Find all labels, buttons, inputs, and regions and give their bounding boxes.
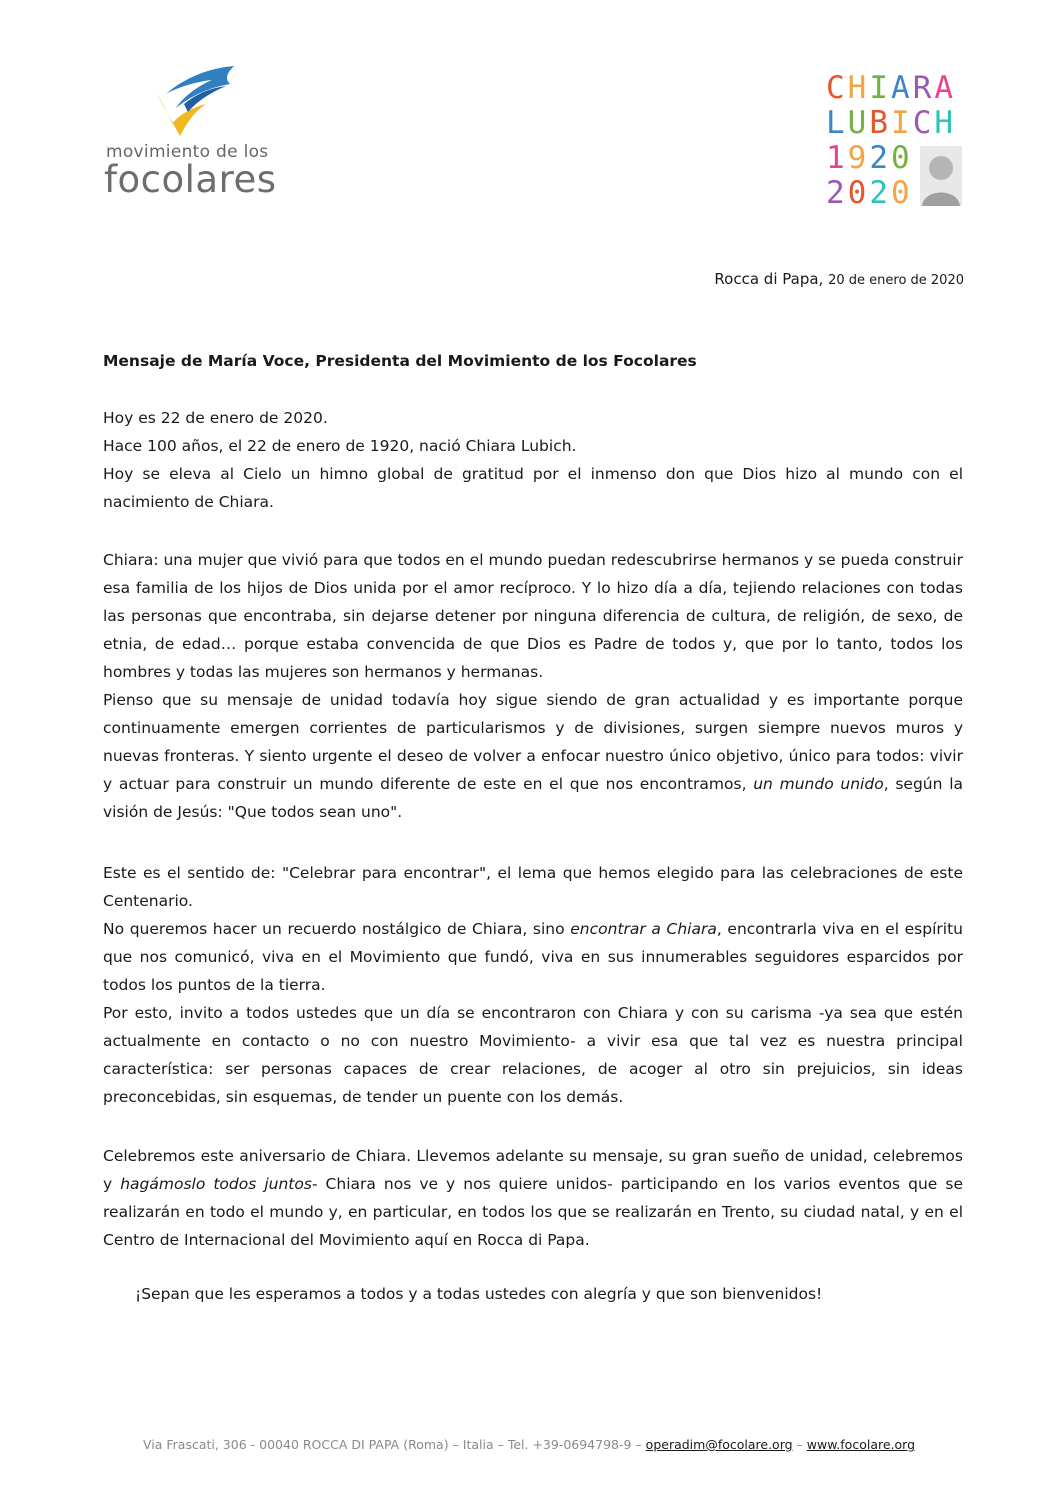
paragraph [103, 915, 963, 999]
text-span: , encontrarla viva en el espíritu que nos comunicó, viva en el Movimiento que fundó, viva en sus innumerables seguidores esparcidos por todos los puntos de la tierra. [103, 920, 963, 994]
chiara-lubich-centenary-logo [824, 70, 964, 210]
paragraph [103, 686, 963, 826]
footer-address: Via Frascati, 306 - 00040 ROCCA DI PAPA (Roma) – Italia – Tel. +39-0694798-9 – [142, 1437, 642, 1452]
date: 20 de enero de 2020 [828, 273, 964, 288]
emphasis: un mundo unido [753, 775, 884, 793]
intro-line-3: Hoy se eleva al Cielo un himno global de gratitud por el inmenso don que Dios hizo al mundo con el nacimiento de Chiara. [103, 465, 963, 511]
logo-line-4: 2020 [826, 175, 913, 210]
paragraph: Este es el sentido de: "Celebrar para encontrar", el lema que hemos elegido para las celebraciones de este Centenario. [103, 864, 963, 910]
email-link[interactable]: operadim@focolare.org [645, 1437, 793, 1452]
intro-line-1: Hoy es 22 de enero de 2020. [103, 409, 328, 427]
message-title: Mensaje de María Voce, Presidenta del Movimiento de los Focolares [103, 352, 697, 370]
chiara-block [103, 546, 963, 826]
logo-name: focolares [104, 158, 277, 201]
date-line [714, 270, 964, 288]
text-span: Celebremos este aniversario de Chiara. Llevemos adelante su mensaje, su gran sueño de unidad, celebremos y [103, 1147, 963, 1193]
closing-line: ¡Sepan que les esperamos a todos y a todas ustedes con alegría y que son bienvenidos! [135, 1285, 823, 1303]
portrait-icon [920, 146, 962, 206]
text-span: No queremos hacer un recuerdo nostálgico de Chiara, sino [103, 920, 565, 938]
logo-line-3: 1920 [826, 140, 913, 176]
focolares-logo [104, 64, 344, 214]
emphasis: hagámoslo todos juntos [120, 1175, 312, 1193]
footer-separator: – [796, 1437, 803, 1452]
logo-tagline: movimiento de los [106, 142, 269, 162]
intro-block [103, 404, 963, 516]
centenary-block [103, 859, 963, 1111]
text-span: Pienso que su mensaje de unidad todavía hoy sigue siendo de gran actualidad y es importante porque continuamente emergen corrientes de particularismos y de divisiones, surgen siempre nuevos muros y nuevas fronteras. Y siento urgente el deseo de volver a enfocar nuestro único objetivo, único para todos: vivir y actuar para construir un mundo diferente de este en el que nos encontramos, [103, 691, 963, 793]
paragraph: Por esto, invito a todos ustedes que un día se encontraron con Chiara y con su carisma -ya sea que estén actualmente en contacto o no con nuestro Movimiento- a vivir esa que tal vez es nuestra principal característica: ser personas capaces de crear relaciones, de acoger al otro sin prejuicios, sin ideas preconcebidas, sin esquemas, de tender un puente con los demás. [103, 1004, 963, 1106]
emphasis: encontrar a Chiara [570, 920, 717, 938]
intro-line-2: Hace 100 años, el 22 de enero de 1920, nació Chiara Lubich. [103, 437, 577, 455]
place: Rocca di Papa, [714, 270, 824, 288]
paragraph: Chiara: una mujer que vivió para que todos en el mundo puedan redescubrirse hermanos y se pueda construir esa familia de los hijos de Dios unida por el amor recíproco. Y lo hizo día a día, tejiendo relaciones con todas las personas que encontraba, sin dejarse detener por ninguna diferencia de cultura, de religión, de sexo, de etnia, de edad… porque estaba convencida de que Dios es Padre de todos y, que por lo tanto, todos los hombres y todas las mujeres son hermanos y hermanas. [103, 551, 963, 681]
logo-line-1: CHIARA [826, 70, 957, 106]
swoosh-icon [154, 64, 244, 144]
footer [0, 1437, 1058, 1452]
celebration-block [103, 1142, 963, 1254]
website-link[interactable]: www.focolare.org [806, 1437, 916, 1452]
text-span: , según la visión de Jesús: "Que todos sean uno". [103, 775, 963, 821]
centenary-logo-graphic [824, 70, 964, 210]
text-span: - Chiara nos ve y nos quiere unidos- participando en los varios eventos que se realizarán en todo el mundo y, en particular, en todos los que se realizarán en Trento, su ciudad natal, y en el Centro de Internacional del Movimiento aquí en Rocca di Papa. [103, 1175, 963, 1249]
logo-line-2: LUBICH [826, 105, 957, 141]
paragraph [103, 1142, 963, 1254]
